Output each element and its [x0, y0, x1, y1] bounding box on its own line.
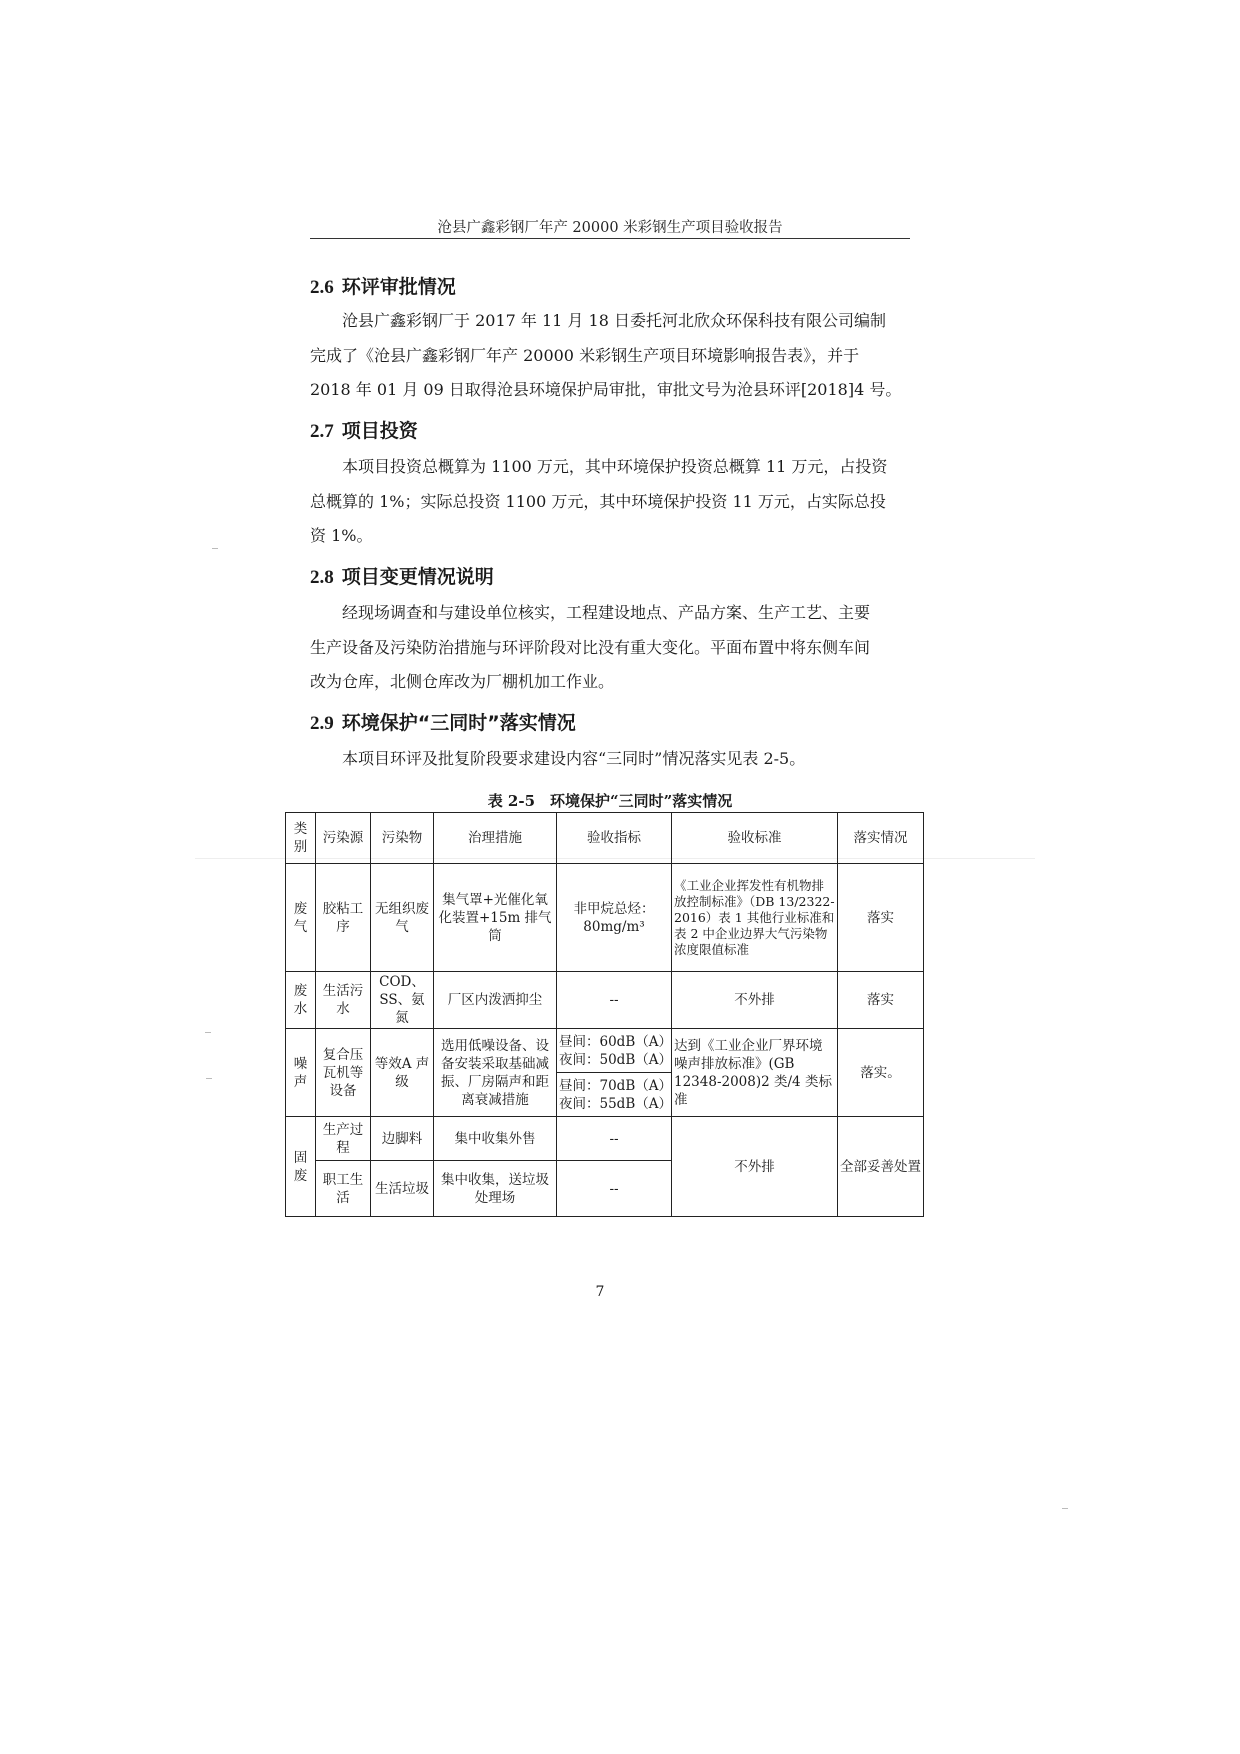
cell-standard: 达到《工业企业厂界环境噪声排放标准》(GB 12348-2008)2 类/4 类标准: [672, 1029, 838, 1117]
three-simultaneous-table: [285, 812, 924, 1217]
table-header-row: [286, 813, 924, 864]
cell-status: 落实。: [838, 1029, 924, 1117]
table-caption: 表 2-5 环境保护“三同时”落实情况: [487, 792, 733, 810]
section-title: 项目变更情况说明: [341, 566, 494, 588]
scan-speck: [212, 548, 218, 549]
paragraph-line: 本项目环评及批复阶段要求建设内容“三同时”情况落实见表 2-5。: [342, 749, 806, 768]
paragraph-line: 资 1%。: [310, 526, 373, 545]
indicator-line: 夜间：55dB（A）: [559, 1095, 672, 1112]
section-number: 2.6: [310, 277, 334, 298]
cell-source: 生活污水: [316, 972, 371, 1029]
section-heading-2-7: [310, 416, 418, 443]
paragraph-2-7: [310, 450, 910, 554]
header-status: 落实情况: [838, 813, 924, 864]
section-number: 2.7: [310, 421, 334, 442]
page-number: 7: [595, 1284, 605, 1300]
section-number: 2.8: [310, 567, 334, 588]
table-row-gas: [286, 864, 924, 972]
paragraph-line: 总概算的 1%；实际总投资 1100 万元，其中环境保护投资 11 万元，占实际总投: [310, 491, 886, 511]
scan-speck: [205, 1032, 211, 1033]
section-heading-2-9: [310, 708, 576, 735]
section-title: 项目投资: [341, 420, 418, 442]
cell-source: 复合压瓦机等设备: [316, 1029, 371, 1117]
paragraph-2-9: [310, 742, 910, 777]
scan-speck: [206, 1078, 212, 1079]
cell-pollutant: 等效A 声级: [371, 1029, 434, 1117]
paragraph-2-8: [310, 596, 910, 700]
header-measure: 治理措施: [434, 813, 557, 864]
cell-measure: 集气罩+光催化氧化装置+15m 排气筒: [434, 864, 557, 972]
paragraph-line: 沧县广鑫彩钢厂于 2017 年 11 月 18 日委托河北欣众环保科技有限公司编制: [342, 311, 886, 330]
indicator-line: 夜间：50dB（A）: [559, 1051, 672, 1068]
table-row-water: [286, 972, 924, 1029]
cell-status: 落实: [838, 972, 924, 1029]
paragraph-line: 2018 年 01 月 09 日取得沧县环境保护局审批，审批文号为沧县环评[2018]4 号。: [310, 380, 902, 399]
cell-source: 职工生活: [316, 1161, 371, 1217]
indicator-line: 昼间：70dB（A）: [559, 1077, 672, 1094]
cell-pollutant: 生活垃圾: [371, 1161, 434, 1217]
cell-category: 噪声: [286, 1029, 316, 1117]
cell-measure: 集中收集外售: [434, 1117, 557, 1161]
cell-measure: 集中收集，送垃圾处理场: [434, 1161, 557, 1217]
header-pollutant: 污染物: [371, 813, 434, 864]
section-number: 2.9: [310, 713, 334, 734]
cell-source: 生产过程: [316, 1117, 371, 1161]
cell-status: 全部妥善处置: [838, 1117, 924, 1217]
table-row-solid-1: [286, 1117, 924, 1161]
paragraph-line: 经现场调查和与建设单位核实，工程建设地点、产品方案、生产工艺、主要: [342, 603, 871, 622]
indicator-line: 80mg/m³: [583, 918, 645, 935]
cell-indicator: --: [557, 1161, 672, 1217]
cell-pollutant: 边脚料: [371, 1117, 434, 1161]
running-header: 沧县广鑫彩钢厂年产 20000 米彩钢生产项目验收报告: [437, 220, 783, 236]
paragraph-2-6: [310, 304, 910, 408]
section-title: 环境保护“三同时”落实情况: [341, 712, 576, 734]
cell-indicator: --: [557, 1117, 672, 1161]
cell-category: 固废: [286, 1117, 316, 1217]
cell-pollutant: 无组织废气: [371, 864, 434, 972]
header-category: 类别: [286, 813, 316, 864]
header-source: 污染源: [316, 813, 371, 864]
cell-pollutant: COD、SS、氨氮: [371, 972, 434, 1029]
cell-status: 落实: [838, 864, 924, 972]
cell-measure: 厂区内泼洒抑尘: [434, 972, 557, 1029]
paragraph-line: 本项目投资总概算为 1100 万元，其中环境保护投资总概算 11 万元，占投资: [342, 457, 888, 476]
section-heading-2-6: [310, 272, 456, 299]
paragraph-line: 完成了《沧县广鑫彩钢厂年产 20000 米彩钢生产项目环境影响报告表》，并于: [310, 345, 860, 365]
header-indicator: 验收指标: [557, 813, 672, 864]
cell-indicator: [557, 864, 672, 972]
cell-category: 废气: [286, 864, 316, 972]
cell-standard: 不外排: [672, 1117, 838, 1217]
cell-standard: 《工业企业挥发性有机物排放控制标准》（DB 13/2322-2016）表 1 其他行业标准和表 2 中企业边界大气污染物浓度限值标准: [672, 864, 838, 972]
header-standard: 验收标准: [672, 813, 838, 864]
section-title: 环评审批情况: [341, 276, 456, 298]
cell-standard: 不外排: [672, 972, 838, 1029]
scan-speck: [1062, 1508, 1068, 1509]
cell-measure: 选用低噪设备、设备安装采取基础减振、厂房隔声和距离衰减措施: [434, 1029, 557, 1117]
cell-category: 废水: [286, 972, 316, 1029]
indicator-line: 非甲烷总烃：: [573, 900, 655, 917]
cell-indicator: --: [557, 972, 672, 1029]
paragraph-line: 生产设备及污染防治措施与环评阶段对比没有重大变化。平面布置中将东侧车间: [310, 637, 871, 657]
paragraph-line: 改为仓库，北侧仓库改为厂棚机加工作业。: [310, 672, 615, 691]
indicator-line: 昼间：60dB（A）: [559, 1033, 672, 1050]
cell-indicator: [557, 1073, 672, 1117]
header-rule: [310, 238, 910, 239]
table-row-noise: [286, 1029, 924, 1073]
cell-source: 胶粘工序: [316, 864, 371, 972]
cell-indicator: [557, 1029, 672, 1073]
section-heading-2-8: [310, 562, 494, 589]
